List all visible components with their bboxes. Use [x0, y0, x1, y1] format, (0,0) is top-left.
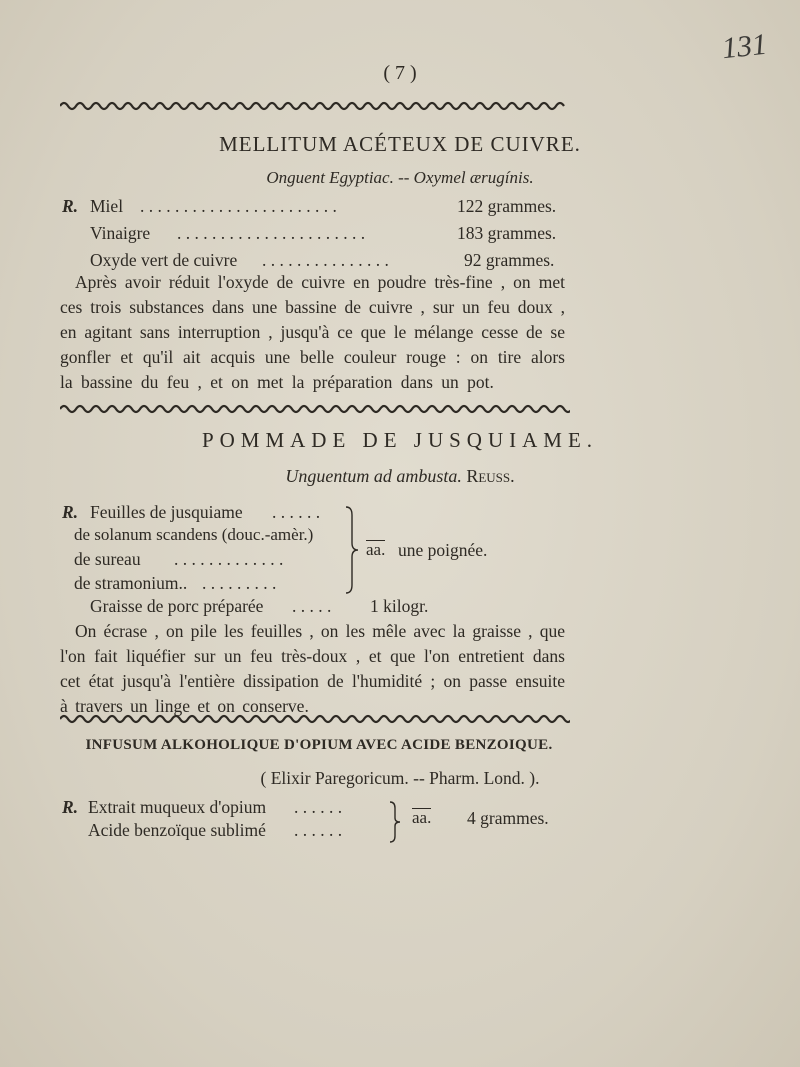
paragraph-line: gonfler et qu'il ait acquis une belle couleur rouge : on tire alors — [60, 347, 565, 367]
paragraph-line: en agitant sans interruption , jusqu'à ce que le mélange cesse de se — [60, 322, 565, 342]
section-title-mellitum: MELLITUM ACÉTEUX DE CUIVRE. — [219, 132, 581, 156]
paragraph-line: cet état jusqu'à l'entière dissipation de l'humidité ; on passe ensuite — [60, 671, 565, 691]
subtitle-author: Reuss. — [466, 466, 515, 486]
section-subtitle-mellitum: Onguent Egyptiac. -- Oxymel ærugínis. — [266, 168, 534, 187]
herb-item: Feuilles de jusquiame — [90, 502, 243, 522]
section-subtitle-infusum: ( Elixir Paregoricum. -- Pharm. Lond. ). — [260, 768, 540, 788]
recipe-symbol: R. — [62, 797, 79, 817]
herb-item: de sureau — [74, 549, 141, 569]
section-subtitle-pommade — [0, 466, 800, 487]
ingredient-name: Acide benzoïque sublimé — [88, 820, 266, 840]
page-number: ( 7 ) — [383, 62, 417, 84]
herbs-quantity: une poignée. — [398, 540, 488, 560]
recipe-symbol: R. — [62, 502, 79, 522]
ingredient-quantity: 122 grammes. — [457, 196, 557, 216]
ingredient-name: Extrait muqueux d'opium — [88, 797, 267, 817]
leader-dots: . . . . . . . . . . . . . . . . . . . . . . — [177, 223, 366, 243]
leader-dots: . . . . . . — [294, 820, 343, 840]
folio-number: 131 — [720, 27, 769, 66]
fat-quantity: 1 kilogr. — [370, 596, 429, 616]
ornamental-rule-middle — [60, 403, 570, 415]
ingredient-quantity: 92 grammes. — [464, 250, 555, 270]
leader-dots: . . . . . . — [294, 797, 343, 817]
ana-abbreviation: aa. — [412, 808, 432, 827]
ornamental-rule-top — [60, 100, 570, 112]
leader-dots: . . . . . . . . . . . . . . . . . . . . . . . — [140, 196, 337, 216]
paragraph-line: l'on fait liquéfier sur un feu très-doux , et que l'on entretient dans — [60, 646, 565, 666]
subtitle-latin: Unguentum ad ambusta. — [285, 466, 462, 486]
ingredient-quantity: 183 grammes. — [457, 223, 557, 243]
fat-name: Graisse de porc préparée — [90, 596, 264, 616]
ornamental-rule-bottom — [60, 713, 570, 725]
paragraph-line: Après avoir réduit l'oxyde de cuivre en poudre très-fine , on met — [75, 272, 565, 292]
paragraph-line: la bassine du feu , et on met la préparation dans un pot. — [60, 372, 494, 392]
ingredient-name: Oxyde vert de cuivre — [90, 250, 238, 270]
infusum-quantity: 4 grammes. — [467, 808, 549, 828]
curly-brace-icon — [344, 505, 360, 595]
ingredient-name: Vinaigre — [90, 223, 151, 243]
leader-dots: . . . . . . . . . . . . . — [174, 549, 284, 569]
paragraph-line: ces trois substances dans une bassine de cuivre , sur un feu doux , — [60, 297, 565, 317]
leader-dots: . . . . . — [292, 596, 332, 616]
section-title-infusum: INFUSUM ALKOHOLIQUE D'OPIUM AVEC ACIDE BENZOIQUE. — [85, 737, 553, 753]
leader-dots: . . . . . . . . . — [202, 573, 277, 593]
herb-item: de solanum scandens (douc.-amèr.) — [74, 525, 314, 544]
paragraph-line: On écrase , on pile les feuilles , on les mêle avec la graisse , que — [75, 621, 565, 641]
leader-dots: . . . . . . — [272, 502, 321, 522]
curly-brace-icon — [388, 800, 402, 844]
paragraph-line: à travers un linge et on conserve. — [60, 696, 309, 716]
leader-dots: . . . . . . . . . . . . . . . — [262, 250, 389, 270]
herb-item: de stramonium.. — [74, 573, 188, 593]
section-title-pommade: POMMADE DE JUSQUIAME. — [201, 428, 599, 452]
ana-abbreviation: aa. — [366, 540, 386, 559]
recipe-symbol: R. — [62, 196, 79, 216]
ingredient-name: Miel — [90, 196, 124, 216]
